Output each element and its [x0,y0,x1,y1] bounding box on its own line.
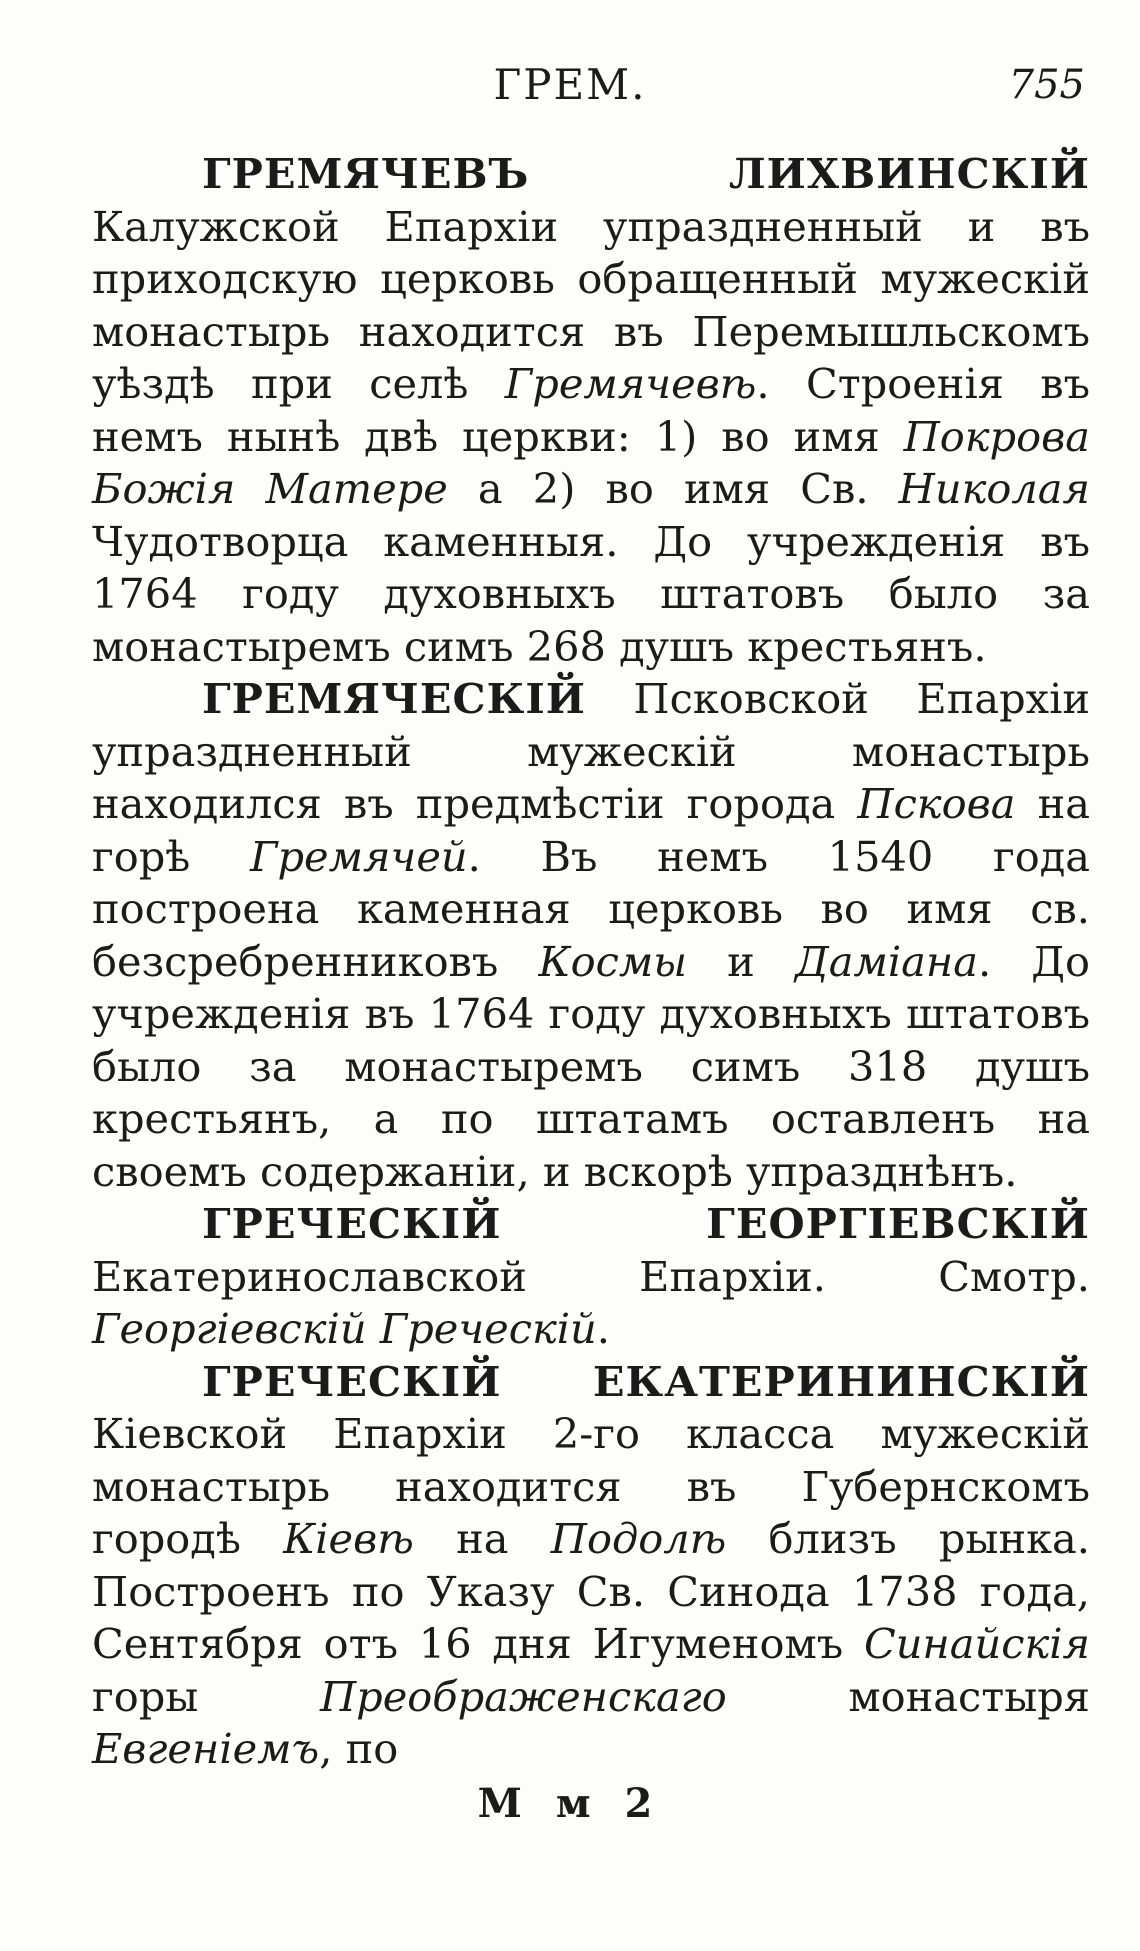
entry-italic: Покрова Божія Матере [92,411,1090,513]
entry-italic: Георгіевскій Греческій [92,1304,597,1353]
signature-mark: М м 2 [477,1780,663,1827]
entry-text: монастыря [726,1671,1090,1721]
entry-headword: ГРЕЧЕСКІЙ ГЕОРГІЕВСКІЙ [202,1199,1090,1248]
entry-text: горы [92,1671,320,1721]
entry-text: . [596,1304,610,1353]
entry-text: . Строенія въ немъ нынѣ двѣ церкви: 1) во имя [92,359,1091,461]
entry-text: Кіевской Епархіи 2-го класса мужескій монастырь находится въ Губернскомъ городѣ [92,1409,1090,1563]
entry-text: а 2) во имя Св. [447,464,899,513]
entry-gremyachev [92,148,1090,673]
entry-text: Екатеринославской Епархіи. Смотр. [92,1251,1090,1301]
entry-text: на [413,1514,551,1563]
entry-gremyacheskiy [92,673,1090,1198]
entry-text: . Въ немъ 1540 года построена каменная церковь во имя св. безсребренниковъ [92,831,1090,986]
entry-italic: Синайскія [863,1619,1090,1668]
entry-italic: Преображенскаго [319,1671,727,1721]
entry-italic: Кіевѣ [283,1514,414,1563]
entry-text: и [687,936,795,986]
entry-grecheskiy-ekaterininskiy [92,1356,1090,1776]
entry-text: на горѣ [92,779,1090,881]
entry-text: , по [319,1724,399,1773]
entry-italic: Николая [898,464,1091,513]
page-number: 755 [1008,62,1085,108]
entry-grecheskiy-georgievskiy [92,1198,1090,1356]
entry-headword: ГРЕМЯЧЕВЪ ЛИХВИНСКІЙ [202,149,1090,198]
entry-italic: Космы [538,936,688,986]
entry-text: Чудотворца каменныя. До учрежденія въ 1764 году духовныхъ штатовъ было за монастыремъ симъ 268 душъ крестьянъ. [92,516,1090,671]
entry-text: близъ рынка. Построенъ по Указу Св. Синода 1738 года, Сентября отъ 16 дня Игуменомъ [92,1514,1090,1668]
entry-text: . До учрежденія въ 1764 году духовныхъ штатовъ было за монастыремъ симъ 318 душъ крестьянъ, а по штатамъ оставленъ на своемъ содержаніи, и вскорѣ упразднѣнъ. [92,936,1091,1196]
entry-italic: Подолѣ [550,1514,727,1563]
entry-italic: Евгеніемъ [92,1724,320,1773]
entry-headword: ГРЕМЯЧЕСКІЙ [202,674,586,723]
entry-italic: Даміана [794,936,978,986]
entry-italic: Гремячей [250,831,468,881]
entry-text: Псковской Епархіи упраздненный мужескій монастырь находился въ предмѣстіи города [92,674,1090,828]
page-header [0,40,1140,110]
running-head: ГРЕМ. [493,60,647,109]
dictionary-text [92,148,1090,1776]
entry-text: Калужской Епархіи упраздненный и въ приходскую церковь обращенный мужескій монастырь находится въ Перемышльскомъ уѣздѣ при селѣ [92,201,1090,408]
entry-headword: ГРЕЧЕСКІЙ ЕКАТЕРИНИНСКІЙ [202,1356,1090,1406]
entry-italic: Гремячевѣ [504,359,757,408]
entry-italic: Пскова [857,779,1016,828]
